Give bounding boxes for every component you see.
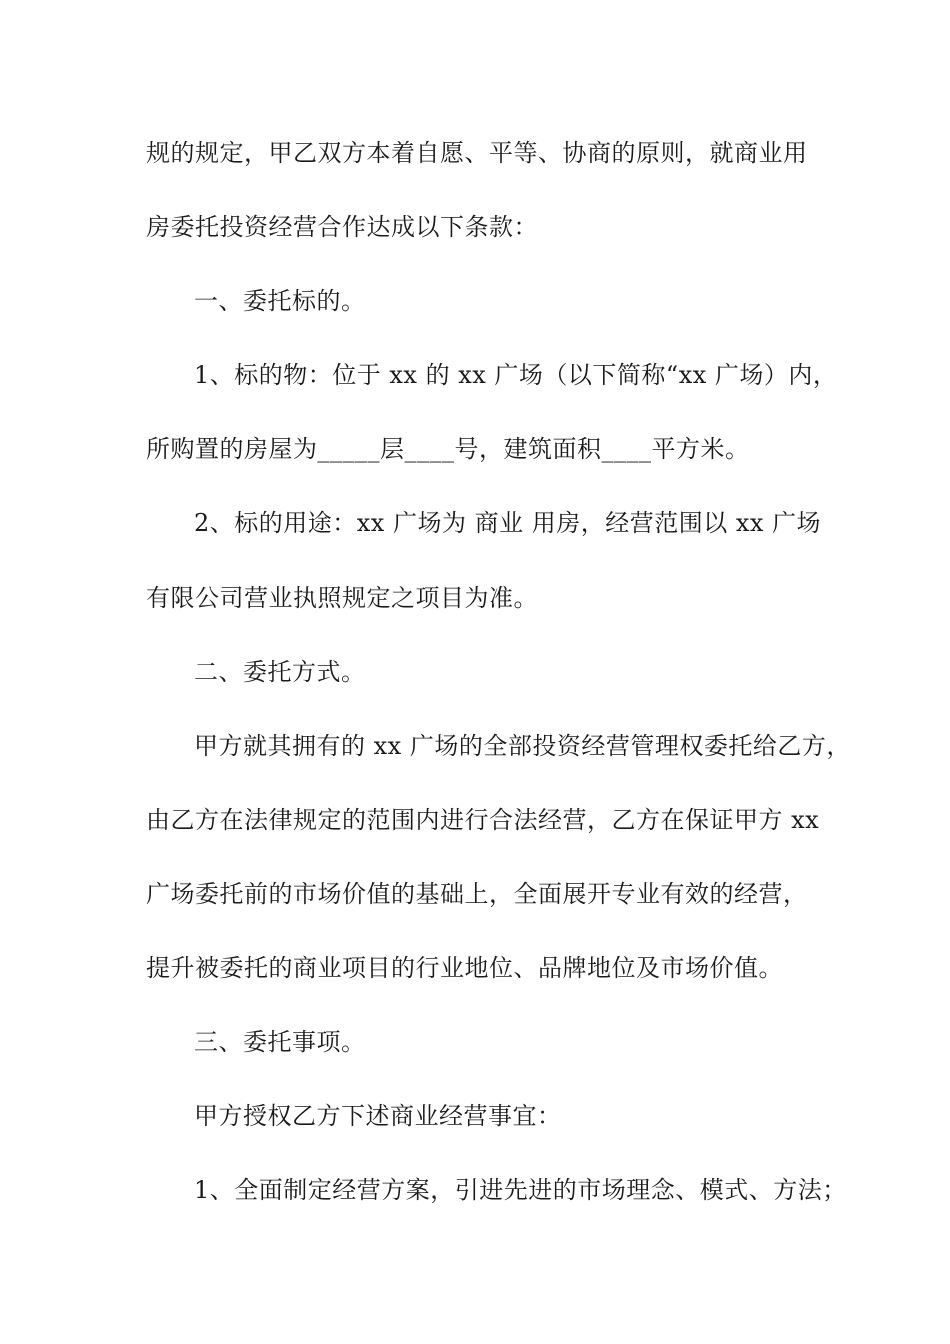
clause-1-line-1: 1、标的物：位于 xx 的 xx 广场（以下简称“xx 广场）内， [194,361,838,389]
clause-2-line-2: 有限公司营业执照规定之项目为准。 [146,584,538,612]
section-heading-2: 二、委托方式。 [194,658,366,686]
method-line-2: 由乙方在法律规定的范围内进行合法经营，乙方在保证甲方 xx [146,806,820,834]
section-heading-1: 一、委托标的。 [194,287,366,315]
method-line-1: 甲方就其拥有的 xx 广场的全部投资经营管理权委托给乙方， [194,732,851,760]
paragraph-line-1: 规的规定，甲乙双方本着自愿、平等、协商的原则，就商业用 [146,139,808,167]
paragraph-line-2: 房委托投资经营合作达成以下条款： [146,213,538,241]
method-line-3: 广场委托前的市场价值的基础上，全面展开专业有效的经营， [146,880,808,908]
clause-1-line-2: 所购置的房屋为_____层____号，建筑面积____平方米。 [146,435,750,463]
section-heading-3: 三、委托事项。 [194,1028,366,1056]
matters-item-1-line: 1、全面制定经营方案，引进先进的市场理念、模式、方法； [194,1176,847,1204]
matters-intro-line: 甲方授权乙方下述商业经营事宜： [194,1102,562,1130]
clause-2-line-1: 2、标的用途：xx 广场为 商业 用房，经营范围以 xx 广场 [194,509,822,537]
method-line-4: 提升被委托的商业项目的行业地位、品牌地位及市场价值。 [146,954,783,982]
